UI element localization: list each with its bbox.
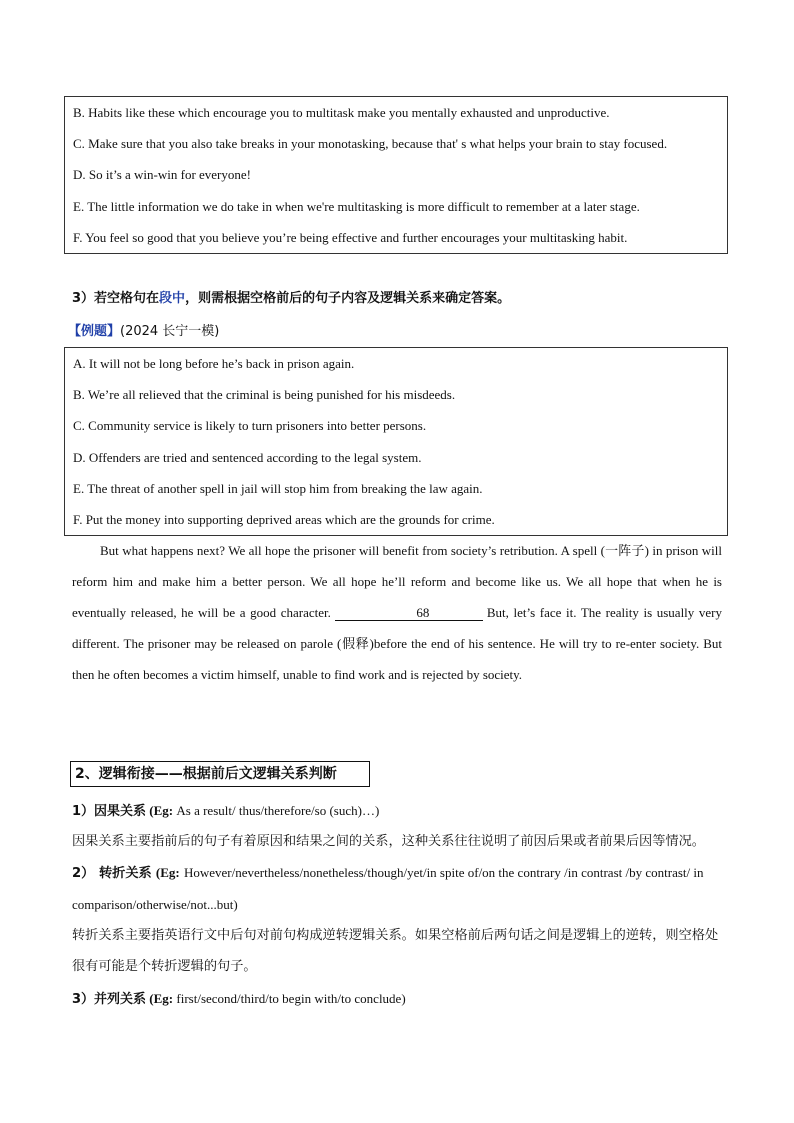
- option-a: A. It will not be long before he’s back in prison again.: [73, 356, 355, 371]
- contrast-eg: However/nevertheless/nonetheless/though/yet/in spite of/on the contrary /in contrast /by contrast/ in comparison/otherwise/not...but): [72, 865, 704, 912]
- parallel-line: [72, 990, 722, 1009]
- rule-3-prefix: 3）若空格句在: [72, 291, 160, 306]
- option-e: E. The threat of another spell in jail will stop him from breaking the law again.: [73, 481, 483, 496]
- option-f: F. You feel so good that you believe you’re being effective and further encourages your multitasking habit.: [73, 230, 628, 245]
- contrast-desc: 转折关系主要指英语行文中后句对前句构成逆转逻辑关系。如果空格前后两句话之间是逻辑上的逆转，则空格处很有可能是个转折逻辑的句子。: [72, 928, 719, 974]
- passage-part-1: But what happens next? We all hope the prisoner will benefit from society’s retribution. A spell (一阵子) in prison will reform him and make him a better person. We all hope he’ll reform and become like us. We all hope that when he is eventually released, he will be a good character.: [72, 543, 722, 620]
- section-2-heading: 2、逻辑衔接——根据前后文逻辑关系判断: [70, 761, 370, 787]
- parallel-eg-label: (Eg:: [149, 991, 174, 1006]
- parallel-eg: first/second/third/to begin with/to conclude): [176, 991, 406, 1006]
- passage: [72, 535, 722, 690]
- option-b: B. We’re all relieved that the criminal is being punished for his misdeeds.: [73, 387, 456, 402]
- example-label: [68, 322, 718, 341]
- rule-3-highlight: 段中: [159, 291, 186, 306]
- contrast-title: 2） 转折关系: [72, 866, 152, 881]
- example-tag: 【例题】: [68, 324, 121, 339]
- rule-3: [72, 290, 722, 308]
- causal-eg-label: (Eg:: [149, 803, 174, 818]
- causal-line: [72, 802, 722, 821]
- blank-68: 68: [335, 605, 483, 621]
- passage-part-2: But, let’s face it. The reality is usually very different. The prisoner may be released on parole (假释)before the end of his sentence. He will try to re-enter society. But then he often becomes a victim himself, unable to find work and is rejected by society.: [72, 605, 722, 682]
- option-c: C. Make sure that you also take breaks in your monotasking, because that' s what helps your brain to stay focused.: [73, 136, 668, 151]
- option-f: F. Put the money into supporting deprived areas which are the grounds for crime.: [73, 512, 495, 527]
- options-box-1: [64, 96, 728, 254]
- causal-eg: As a result/ thus/therefore/so (such)…): [176, 803, 380, 818]
- option-d: D. So it’s a win-win for everyone!: [73, 167, 251, 182]
- option-e: E. The little information we do take in when we're multitasking is more difficult to remember at a later stage.: [73, 199, 640, 214]
- options-box-2: [64, 347, 728, 536]
- option-d: D. Offenders are tried and sentenced according to the legal system.: [73, 450, 422, 465]
- parallel-title: 3）并列关系: [72, 992, 147, 1007]
- example-source: (2024 长宁一模): [120, 324, 220, 339]
- option-b: B. Habits like these which encourage you to multitask make you mentally exhausted and unproductive.: [73, 105, 610, 120]
- causal-contrast-paragraph: [72, 826, 724, 921]
- causal-desc: 因果关系主要指前后的句子有着原因和结果之间的关系，这种关系往往说明了前因后果或者前果后因等情况。: [72, 834, 705, 849]
- causal-title: 1）因果关系: [72, 804, 147, 819]
- contrast-eg-label: (Eg:: [155, 865, 180, 880]
- rule-3-suffix: ，则需根据空格前后的句子内容及逻辑关系来确定答案。: [185, 291, 511, 306]
- option-c: C. Community service is likely to turn prisoners into better persons.: [73, 418, 427, 433]
